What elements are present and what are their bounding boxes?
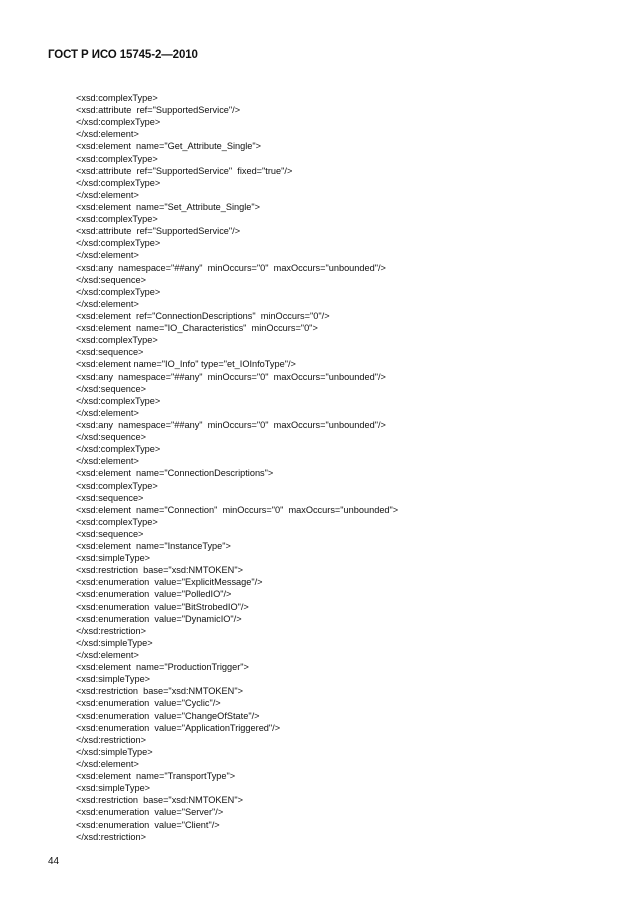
code-line: </xsd:complexType>: [76, 238, 161, 249]
code-line: <xsd:restriction base="xsd:NMTOKEN">: [76, 795, 243, 806]
code-line: <xsd:element name="TransportType">: [76, 771, 236, 782]
code-line: </xsd:element>: [76, 250, 139, 261]
code-line: <xsd:element ref="ConnectionDescriptions" minOccurs="0"/>: [76, 310, 330, 321]
code-line: <xsd:attribute ref="SupportedService"/>: [76, 105, 241, 116]
code-line: <xsd:element name="InstanceType">: [76, 541, 231, 552]
code-line: <xsd:enumeration value="DynamicIO"/>: [76, 613, 242, 624]
code-line: <xsd:enumeration value="Cyclic"/>: [76, 698, 221, 709]
page-number: 44: [48, 856, 60, 867]
code-line: <xsd:complexType>: [76, 480, 158, 491]
code-line: </xsd:complexType>: [76, 286, 161, 297]
code-line: <xsd:enumeration value="ChangeOfState"/>: [76, 710, 260, 721]
code-line: <xsd:enumeration value="Server"/>: [76, 807, 224, 818]
code-line: <xsd:restriction base="xsd:NMTOKEN">: [76, 565, 243, 576]
code-line: </xsd:sequence>: [76, 383, 146, 394]
code-line: </xsd:restriction>: [76, 831, 146, 842]
code-line: <xsd:any namespace="##any" minOccurs="0" maxOccurs="unbounded"/>: [76, 419, 386, 430]
code-line: <xsd:element name="ConnectionDescriptions">: [76, 468, 274, 479]
code-line: </xsd:element>: [76, 650, 139, 661]
code-line: <xsd:complexType>: [76, 153, 158, 164]
code-line: <xsd:enumeration value="Client"/>: [76, 819, 220, 830]
code-line: </xsd:complexType>: [76, 444, 161, 455]
code-line: <xsd:element name="Set_Attribute_Single">: [76, 201, 261, 212]
code-line: </xsd:complexType>: [76, 395, 161, 406]
code-line: <xsd:sequence>: [76, 528, 144, 539]
code-line: </xsd:element>: [76, 407, 139, 418]
code-line: </xsd:element>: [76, 456, 139, 467]
code-line: <xsd:any namespace="##any" minOccurs="0" maxOccurs="unbounded"/>: [76, 371, 386, 382]
code-line: <xsd:complexType>: [76, 516, 158, 527]
code-line: </xsd:restriction>: [76, 625, 146, 636]
code-line: <xsd:element name="IO_Info" type="et_IOInfoType"/>: [76, 359, 296, 370]
code-line: </xsd:element>: [76, 189, 139, 200]
code-line: <xsd:enumeration value="PolledIO"/>: [76, 589, 232, 600]
code-line: <xsd:any namespace="##any" minOccurs="0" maxOccurs="unbounded"/>: [76, 262, 386, 273]
code-line: </xsd:element>: [76, 129, 139, 140]
code-line: <xsd:element name="IO_Characteristics" minOccurs="0">: [76, 323, 318, 334]
document-header: ГОСТ Р ИСО 15745-2—2010: [48, 49, 198, 61]
code-line: <xsd:simpleType>: [76, 783, 151, 794]
code-line: <xsd:element name="Connection" minOccurs="0" maxOccurs="unbounded">: [76, 504, 399, 515]
code-line: <xsd:sequence>: [76, 492, 144, 503]
code-line: </xsd:element>: [76, 759, 139, 770]
code-line: <xsd:enumeration value="BitStrobedIO"/>: [76, 601, 249, 612]
code-line: <xsd:complexType>: [76, 335, 158, 346]
xsd-code-listing: [76, 92, 398, 843]
code-line: <xsd:complexType>: [76, 214, 158, 225]
code-line: <xsd:restriction base="xsd:NMTOKEN">: [76, 686, 243, 697]
code-line: </xsd:complexType>: [76, 117, 161, 128]
code-line: </xsd:restriction>: [76, 734, 146, 745]
code-line: <xsd:sequence>: [76, 347, 144, 358]
code-line: </xsd:simpleType>: [76, 746, 153, 757]
code-line: <xsd:simpleType>: [76, 674, 151, 685]
code-line: </xsd:complexType>: [76, 177, 161, 188]
code-line: <xsd:simpleType>: [76, 553, 151, 564]
code-line: </xsd:element>: [76, 298, 139, 309]
code-line: <xsd:element name="Get_Attribute_Single">: [76, 141, 262, 152]
code-line: <xsd:enumeration value="ExplicitMessage"/>: [76, 577, 263, 588]
code-line: <xsd:attribute ref="SupportedService" fixed="true"/>: [76, 165, 293, 176]
code-line: </xsd:simpleType>: [76, 637, 153, 648]
code-line: <xsd:enumeration value="ApplicationTriggered"/>: [76, 722, 281, 733]
code-line: <xsd:complexType>: [76, 93, 158, 103]
code-line: </xsd:sequence>: [76, 432, 146, 443]
code-line: <xsd:element name="ProductionTrigger">: [76, 662, 249, 673]
code-line: <xsd:attribute ref="SupportedService"/>: [76, 226, 241, 237]
code-line: </xsd:sequence>: [76, 274, 146, 285]
